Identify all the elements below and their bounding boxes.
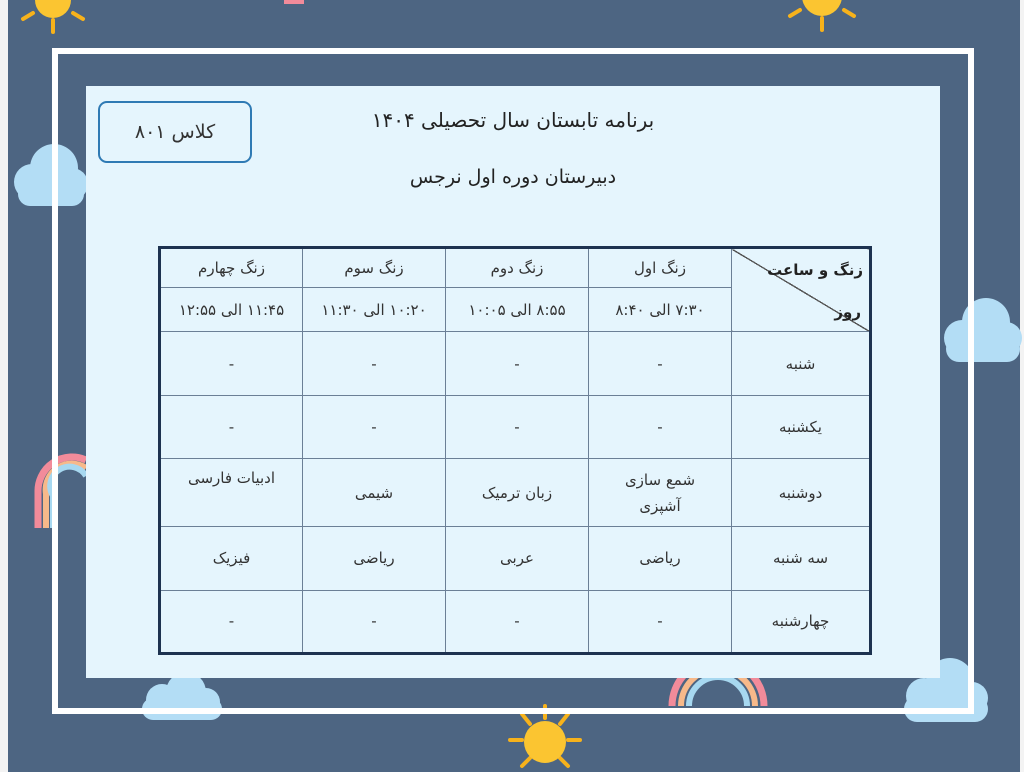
schedule-cell: - (160, 332, 303, 395)
rainbow-icon (284, 0, 304, 6)
schedule-cell: - (589, 332, 732, 395)
schedule-cell: - (589, 590, 732, 653)
schedule-cell: عربی (446, 527, 589, 590)
cell-text: شمع سازی آشپزی (624, 470, 696, 515)
table-corner-header (732, 248, 871, 332)
table-row (160, 527, 871, 590)
schedule-table (158, 246, 872, 655)
page-left-edge (0, 0, 8, 772)
table-row (160, 332, 871, 395)
schedule-cell: - (589, 395, 732, 458)
schedule-cell: ریاضی (303, 527, 446, 590)
table-row (160, 590, 871, 653)
schedule-cell: - (160, 590, 303, 653)
schedule-cell: شیمی (303, 458, 446, 526)
class-badge (98, 101, 252, 163)
day-label: یکشنبه (732, 395, 871, 458)
day-label: سه شنبه (732, 527, 871, 590)
sun-icon (18, 0, 88, 38)
page-title: برنامه تابستان سال تحصیلی ۱۴۰۴ (371, 108, 655, 132)
bell-time: ۸:۵۵ الی ۱۰:۰۵ (446, 288, 589, 332)
day-header: روز (834, 303, 861, 322)
schedule-cell (589, 458, 732, 526)
table-row (160, 395, 871, 458)
day-label: چهارشنبه (732, 590, 871, 653)
schedule-cell: ریاضی (589, 527, 732, 590)
day-label: شنبه (732, 332, 871, 395)
schedule-cell: - (446, 332, 589, 395)
class-label: کلاس ۸۰۱ (134, 121, 216, 143)
schedule-cell: - (446, 590, 589, 653)
bell-header: زنگ اول (589, 248, 732, 288)
day-label: دوشنبه (732, 458, 871, 526)
bell-time-header: زنگ و ساعت (767, 261, 863, 279)
schedule-cell: - (303, 395, 446, 458)
bell-header: زنگ دوم (446, 248, 589, 288)
bell-time: ۷:۳۰ الی ۸:۴۰ (589, 288, 732, 332)
schedule-cell: زبان ترمیک (446, 458, 589, 526)
schedule-cell: - (303, 332, 446, 395)
schedule-cell: - (303, 590, 446, 653)
schedule-cell: - (446, 395, 589, 458)
sun-icon (784, 0, 860, 36)
table-row (160, 458, 871, 526)
bell-header: زنگ چهارم (160, 248, 303, 288)
bell-header: زنگ سوم (303, 248, 446, 288)
schedule-cell: ادبیات فارسی (160, 458, 303, 526)
school-name: دبیرستان دوره اول نرجس (409, 166, 617, 188)
bell-time: ۱۱:۴۵ الی ۱۲:۵۵ (160, 288, 303, 332)
page-right-edge (1020, 0, 1024, 772)
schedule-cell: فیزیک (160, 527, 303, 590)
bell-time: ۱۰:۲۰ الی ۱۱:۳۰ (303, 288, 446, 332)
schedule-cell: - (160, 395, 303, 458)
